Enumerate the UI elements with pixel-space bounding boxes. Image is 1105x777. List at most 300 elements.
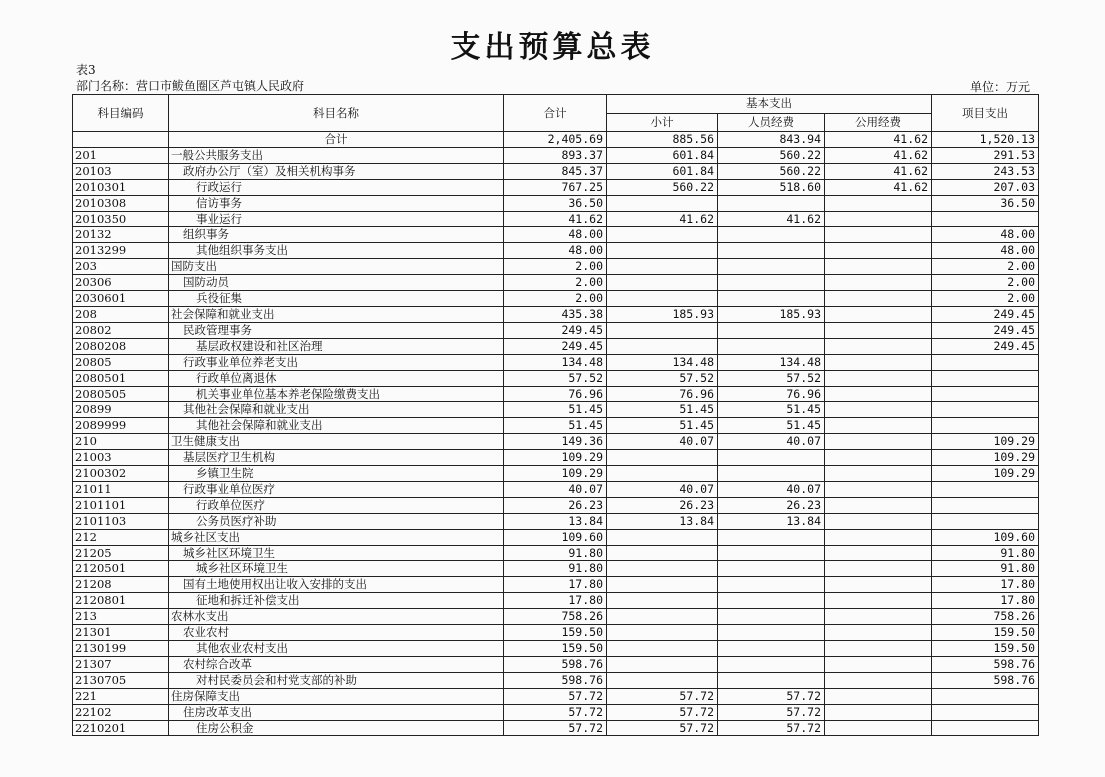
row-project: 159.50 — [932, 625, 1039, 641]
table-row — [73, 195, 1039, 211]
row-subtotal: 601.84 — [607, 163, 718, 179]
row-subtotal: 26.23 — [607, 497, 718, 513]
row-name: 其他组织事务支出 — [169, 243, 504, 259]
row-code: 21011 — [73, 481, 169, 497]
row-public — [825, 195, 932, 211]
row-project: 91.80 — [932, 545, 1039, 561]
total-row-total: 2,405.69 — [504, 132, 607, 148]
row-total: 109.60 — [504, 529, 607, 545]
row-public — [825, 688, 932, 704]
row-personnel — [718, 195, 825, 211]
table-row — [73, 609, 1039, 625]
row-name: 乡镇卫生院 — [169, 466, 504, 482]
row-project: 758.26 — [932, 609, 1039, 625]
row-public: 41.62 — [825, 163, 932, 179]
row-subtotal — [607, 561, 718, 577]
row-subtotal — [607, 195, 718, 211]
row-code: 2101103 — [73, 513, 169, 529]
row-total: 435.38 — [504, 306, 607, 322]
row-public — [825, 450, 932, 466]
table-number: 表3 — [76, 63, 96, 77]
table-row — [73, 656, 1039, 672]
table-row — [73, 720, 1039, 736]
row-code: 20899 — [73, 402, 169, 418]
row-personnel — [718, 625, 825, 641]
row-subtotal: 51.45 — [607, 418, 718, 434]
header-project: 项目支出 — [932, 95, 1039, 132]
row-name: 城乡社区环境卫生 — [169, 545, 504, 561]
table-row — [73, 529, 1039, 545]
row-personnel: 560.22 — [718, 163, 825, 179]
row-total: 159.50 — [504, 625, 607, 641]
table-row — [73, 481, 1039, 497]
row-project: 249.45 — [932, 338, 1039, 354]
row-project: 2.00 — [932, 291, 1039, 307]
header-personnel: 人员经费 — [718, 113, 825, 132]
row-total: 2.00 — [504, 259, 607, 275]
table-row — [73, 386, 1039, 402]
row-total: 48.00 — [504, 243, 607, 259]
total-row-public: 41.62 — [825, 132, 932, 148]
table-row — [73, 179, 1039, 195]
row-name: 农村综合改革 — [169, 656, 504, 672]
row-personnel: 40.07 — [718, 434, 825, 450]
table-row — [73, 577, 1039, 593]
row-total: 13.84 — [504, 513, 607, 529]
row-personnel: 26.23 — [718, 497, 825, 513]
row-total: 76.96 — [504, 386, 607, 402]
row-name: 国防支出 — [169, 259, 504, 275]
row-project — [932, 704, 1039, 720]
row-code: 2010308 — [73, 195, 169, 211]
row-public — [825, 641, 932, 657]
row-name: 农林水支出 — [169, 609, 504, 625]
row-public: 41.62 — [825, 179, 932, 195]
row-personnel — [718, 275, 825, 291]
row-personnel — [718, 338, 825, 354]
row-subtotal — [607, 338, 718, 354]
row-project: 48.00 — [932, 243, 1039, 259]
row-code: 21003 — [73, 450, 169, 466]
row-code: 2210201 — [73, 720, 169, 736]
row-name: 卫生健康支出 — [169, 434, 504, 450]
row-name: 民政管理事务 — [169, 322, 504, 338]
total-row-label: 合计 — [169, 132, 504, 148]
row-project: 598.76 — [932, 672, 1039, 688]
header-name: 科目名称 — [169, 95, 504, 132]
row-name: 住房保障支出 — [169, 688, 504, 704]
row-total: 41.62 — [504, 211, 607, 227]
row-name: 社会保障和就业支出 — [169, 306, 504, 322]
row-name: 行政事业单位养老支出 — [169, 354, 504, 370]
row-public — [825, 418, 932, 434]
row-total: 36.50 — [504, 195, 607, 211]
row-total: 598.76 — [504, 672, 607, 688]
table-row — [73, 593, 1039, 609]
table-row — [73, 211, 1039, 227]
header-subtotal: 小计 — [607, 113, 718, 132]
row-name: 国防动员 — [169, 275, 504, 291]
row-subtotal — [607, 593, 718, 609]
row-public — [825, 529, 932, 545]
row-project — [932, 481, 1039, 497]
row-subtotal — [607, 243, 718, 259]
row-subtotal — [607, 450, 718, 466]
row-total: 57.72 — [504, 688, 607, 704]
row-code: 20103 — [73, 163, 169, 179]
row-total: 26.23 — [504, 497, 607, 513]
row-personnel — [718, 561, 825, 577]
row-personnel — [718, 656, 825, 672]
row-personnel — [718, 291, 825, 307]
row-public — [825, 577, 932, 593]
unit-label: 单位：万元 — [969, 80, 1030, 94]
row-personnel: 51.45 — [718, 402, 825, 418]
row-total: 51.45 — [504, 418, 607, 434]
table-row — [73, 291, 1039, 307]
row-public — [825, 227, 932, 243]
row-code: 20802 — [73, 322, 169, 338]
table-row — [73, 322, 1039, 338]
row-project: 291.53 — [932, 147, 1039, 163]
row-code: 2100302 — [73, 466, 169, 482]
row-subtotal: 57.72 — [607, 704, 718, 720]
row-personnel — [718, 322, 825, 338]
row-subtotal — [607, 641, 718, 657]
row-personnel — [718, 577, 825, 593]
row-code: 212 — [73, 529, 169, 545]
row-public — [825, 497, 932, 513]
row-name: 征地和拆迁补偿支出 — [169, 593, 504, 609]
row-total: 149.36 — [504, 434, 607, 450]
total-row — [73, 132, 1039, 148]
row-total: 91.80 — [504, 561, 607, 577]
row-public — [825, 402, 932, 418]
row-public — [825, 466, 932, 482]
table-row — [73, 227, 1039, 243]
row-name: 行政单位医疗 — [169, 497, 504, 513]
row-personnel — [718, 466, 825, 482]
row-subtotal — [607, 275, 718, 291]
row-subtotal: 185.93 — [607, 306, 718, 322]
row-personnel: 57.72 — [718, 704, 825, 720]
row-name: 事业运行 — [169, 211, 504, 227]
table-row — [73, 370, 1039, 386]
row-subtotal — [607, 227, 718, 243]
row-code: 213 — [73, 609, 169, 625]
row-public — [825, 561, 932, 577]
row-subtotal — [607, 291, 718, 307]
row-subtotal: 560.22 — [607, 179, 718, 195]
row-personnel: 76.96 — [718, 386, 825, 402]
row-public — [825, 338, 932, 354]
row-total: 893.37 — [504, 147, 607, 163]
row-total: 51.45 — [504, 402, 607, 418]
row-project: 17.80 — [932, 593, 1039, 609]
table-row — [73, 354, 1039, 370]
table-row — [73, 561, 1039, 577]
row-total: 2.00 — [504, 291, 607, 307]
table-row — [73, 513, 1039, 529]
row-personnel — [718, 641, 825, 657]
row-total: 91.80 — [504, 545, 607, 561]
row-project — [932, 688, 1039, 704]
row-personnel — [718, 529, 825, 545]
table-row — [73, 306, 1039, 322]
total-row-code — [73, 132, 169, 148]
row-project: 249.45 — [932, 322, 1039, 338]
table-row — [73, 688, 1039, 704]
row-subtotal: 41.62 — [607, 211, 718, 227]
row-name: 国有土地使用权出让收入安排的支出 — [169, 577, 504, 593]
row-subtotal — [607, 529, 718, 545]
row-subtotal — [607, 656, 718, 672]
row-subtotal: 57.72 — [607, 720, 718, 736]
row-project: 2.00 — [932, 275, 1039, 291]
row-name: 行政事业单位医疗 — [169, 481, 504, 497]
row-name: 其他社会保障和就业支出 — [169, 418, 504, 434]
row-code: 201 — [73, 147, 169, 163]
row-total: 249.45 — [504, 338, 607, 354]
row-project: 109.60 — [932, 529, 1039, 545]
row-code: 2080501 — [73, 370, 169, 386]
row-code: 2101101 — [73, 497, 169, 513]
row-subtotal — [607, 625, 718, 641]
row-public — [825, 720, 932, 736]
row-public — [825, 545, 932, 561]
row-code: 2120801 — [73, 593, 169, 609]
row-code: 21205 — [73, 545, 169, 561]
row-code: 2080208 — [73, 338, 169, 354]
row-total: 598.76 — [504, 656, 607, 672]
row-personnel — [718, 672, 825, 688]
row-subtotal — [607, 672, 718, 688]
row-name: 城乡社区支出 — [169, 529, 504, 545]
row-public — [825, 609, 932, 625]
row-subtotal — [607, 545, 718, 561]
row-personnel — [718, 243, 825, 259]
row-personnel: 560.22 — [718, 147, 825, 163]
row-code: 221 — [73, 688, 169, 704]
row-name: 对村民委员会和村党支部的补助 — [169, 672, 504, 688]
row-public — [825, 275, 932, 291]
row-subtotal: 51.45 — [607, 402, 718, 418]
row-personnel — [718, 227, 825, 243]
header-total: 合计 — [504, 95, 607, 132]
row-code: 20132 — [73, 227, 169, 243]
row-code: 2130705 — [73, 672, 169, 688]
row-subtotal — [607, 577, 718, 593]
row-public — [825, 513, 932, 529]
row-subtotal: 13.84 — [607, 513, 718, 529]
row-personnel — [718, 593, 825, 609]
row-code: 2080505 — [73, 386, 169, 402]
row-name: 基层医疗卫生机构 — [169, 450, 504, 466]
row-code: 2010350 — [73, 211, 169, 227]
row-name: 其他社会保障和就业支出 — [169, 402, 504, 418]
row-code: 2030601 — [73, 291, 169, 307]
row-personnel: 57.72 — [718, 688, 825, 704]
row-public — [825, 704, 932, 720]
row-name: 兵役征集 — [169, 291, 504, 307]
row-personnel: 51.45 — [718, 418, 825, 434]
row-personnel — [718, 609, 825, 625]
header-code: 科目编码 — [73, 95, 169, 132]
row-name: 农业农村 — [169, 625, 504, 641]
row-name: 组织事务 — [169, 227, 504, 243]
row-subtotal: 40.07 — [607, 434, 718, 450]
row-total: 767.25 — [504, 179, 607, 195]
row-public — [825, 354, 932, 370]
row-total: 48.00 — [504, 227, 607, 243]
row-code: 20306 — [73, 275, 169, 291]
row-code: 2013299 — [73, 243, 169, 259]
row-public — [825, 434, 932, 450]
row-project: 243.53 — [932, 163, 1039, 179]
row-code: 22102 — [73, 704, 169, 720]
table-row — [73, 402, 1039, 418]
row-subtotal: 76.96 — [607, 386, 718, 402]
row-project: 207.03 — [932, 179, 1039, 195]
row-project — [932, 513, 1039, 529]
row-project: 598.76 — [932, 656, 1039, 672]
row-project: 109.29 — [932, 450, 1039, 466]
row-public — [825, 291, 932, 307]
table-row — [73, 275, 1039, 291]
row-name: 行政运行 — [169, 179, 504, 195]
row-public — [825, 656, 932, 672]
row-total: 17.80 — [504, 593, 607, 609]
row-personnel: 134.48 — [718, 354, 825, 370]
row-project: 36.50 — [932, 195, 1039, 211]
row-total: 159.50 — [504, 641, 607, 657]
row-public — [825, 259, 932, 275]
table-row — [73, 466, 1039, 482]
row-project — [932, 720, 1039, 736]
row-project: 109.29 — [932, 466, 1039, 482]
row-project: 91.80 — [932, 561, 1039, 577]
row-total: 109.29 — [504, 450, 607, 466]
total-row-personnel: 843.94 — [718, 132, 825, 148]
total-row-subtotal: 885.56 — [607, 132, 718, 148]
budget-table — [72, 94, 1039, 736]
row-subtotal — [607, 466, 718, 482]
table-row — [73, 672, 1039, 688]
row-code: 21301 — [73, 625, 169, 641]
row-total: 134.48 — [504, 354, 607, 370]
row-public — [825, 322, 932, 338]
row-personnel: 185.93 — [718, 306, 825, 322]
row-subtotal: 601.84 — [607, 147, 718, 163]
row-code: 2089999 — [73, 418, 169, 434]
row-name: 机关事业单位基本养老保险缴费支出 — [169, 386, 504, 402]
row-project: 17.80 — [932, 577, 1039, 593]
row-code: 20805 — [73, 354, 169, 370]
table-row — [73, 243, 1039, 259]
table-row — [73, 147, 1039, 163]
row-total: 57.72 — [504, 720, 607, 736]
table-row — [73, 625, 1039, 641]
row-name: 住房改革支出 — [169, 704, 504, 720]
row-personnel — [718, 259, 825, 275]
row-name: 政府办公厅（室）及相关机构事务 — [169, 163, 504, 179]
row-public — [825, 211, 932, 227]
row-project — [932, 211, 1039, 227]
row-name: 公务员医疗补助 — [169, 513, 504, 529]
row-public — [825, 593, 932, 609]
row-code: 208 — [73, 306, 169, 322]
table-row — [73, 259, 1039, 275]
row-project: 48.00 — [932, 227, 1039, 243]
row-project: 249.45 — [932, 306, 1039, 322]
row-public — [825, 625, 932, 641]
row-subtotal: 57.52 — [607, 370, 718, 386]
row-name: 行政单位离退休 — [169, 370, 504, 386]
row-project — [932, 370, 1039, 386]
row-subtotal: 40.07 — [607, 481, 718, 497]
row-code: 21208 — [73, 577, 169, 593]
row-project — [932, 402, 1039, 418]
row-personnel: 57.52 — [718, 370, 825, 386]
row-personnel: 518.60 — [718, 179, 825, 195]
row-public — [825, 481, 932, 497]
row-project — [932, 386, 1039, 402]
row-subtotal: 134.48 — [607, 354, 718, 370]
header-basic: 基本支出 — [607, 95, 932, 114]
row-subtotal — [607, 259, 718, 275]
row-project — [932, 497, 1039, 513]
page-title: 支出预算总表 — [450, 30, 655, 65]
table-row — [73, 497, 1039, 513]
row-name: 一般公共服务支出 — [169, 147, 504, 163]
table-row — [73, 163, 1039, 179]
total-row-project: 1,520.13 — [932, 132, 1039, 148]
table-row — [73, 545, 1039, 561]
row-personnel: 40.07 — [718, 481, 825, 497]
row-personnel — [718, 450, 825, 466]
row-project: 2.00 — [932, 259, 1039, 275]
row-total: 2.00 — [504, 275, 607, 291]
row-project — [932, 354, 1039, 370]
row-total: 758.26 — [504, 609, 607, 625]
row-total: 17.80 — [504, 577, 607, 593]
row-total: 249.45 — [504, 322, 607, 338]
row-public — [825, 386, 932, 402]
row-total: 57.72 — [504, 704, 607, 720]
row-public — [825, 306, 932, 322]
row-total: 109.29 — [504, 466, 607, 482]
row-subtotal — [607, 322, 718, 338]
row-public — [825, 672, 932, 688]
row-total: 57.52 — [504, 370, 607, 386]
row-code: 2120501 — [73, 561, 169, 577]
row-public — [825, 370, 932, 386]
header-public: 公用经费 — [825, 113, 932, 132]
row-total: 40.07 — [504, 481, 607, 497]
row-name: 其他农业农村支出 — [169, 641, 504, 657]
table-row — [73, 704, 1039, 720]
row-personnel: 57.72 — [718, 720, 825, 736]
row-personnel: 13.84 — [718, 513, 825, 529]
row-code: 2010301 — [73, 179, 169, 195]
row-subtotal: 57.72 — [607, 688, 718, 704]
row-project — [932, 418, 1039, 434]
row-code: 210 — [73, 434, 169, 450]
row-personnel — [718, 545, 825, 561]
row-subtotal — [607, 609, 718, 625]
row-code: 203 — [73, 259, 169, 275]
row-name: 城乡社区环境卫生 — [169, 561, 504, 577]
